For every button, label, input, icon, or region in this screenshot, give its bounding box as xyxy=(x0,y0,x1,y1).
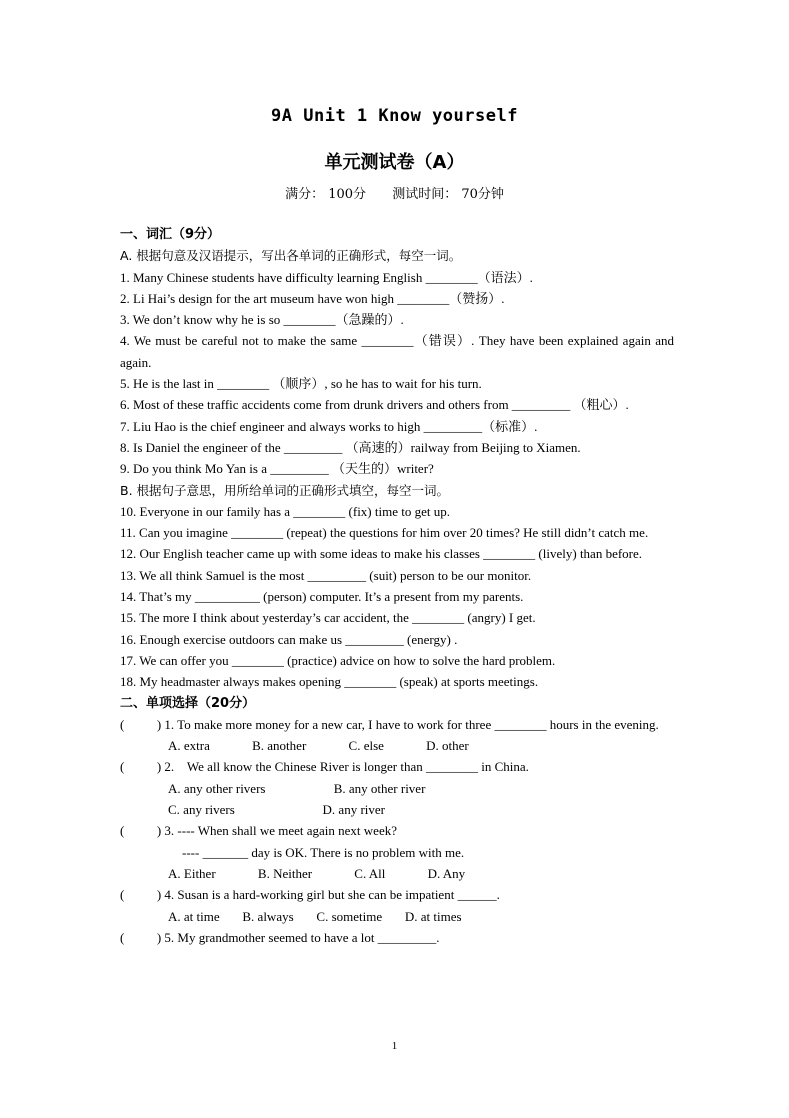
question-item: 10. Everyone in our family has a ________ (fix) time to get up. xyxy=(120,503,450,519)
question-item: 5. He is the last in ________ （顺序）, so he has to wait for his turn. xyxy=(120,376,482,392)
question-item: 4. We must be careful not to make the same ________（错误）. They have been explained again and again. xyxy=(120,333,674,370)
page-title: 9A Unit 1 Know yourself xyxy=(271,106,518,126)
section-heading-vocabulary: 一、词汇（9分） xyxy=(120,227,221,242)
question-item: 18. My headmaster always makes opening ________ (speak) at sports meetings. xyxy=(120,674,539,690)
dialogue-line: ---- _______ day is OK. There is no problem with me. xyxy=(182,844,465,860)
choice-options: C. any rivers D. any river xyxy=(168,802,385,818)
question-item: 7. Liu Hao is the chief engineer and always works to high _________（标准）. xyxy=(120,418,538,434)
question-item: 8. Is Daniel the engineer of the _________ （高速的）railway from Beijing to Xiamen. xyxy=(120,439,581,455)
exam-meta xyxy=(0,183,789,202)
question-item: 1. Many Chinese students have difficulty learning English ________（语法）. xyxy=(120,269,533,285)
page-number: 1 xyxy=(391,1040,398,1052)
choice-options: A. extra B. another C. else D. other xyxy=(168,738,469,754)
choice-question: ( ) 2. We all know the Chinese River is longer than ________ in China. xyxy=(120,759,529,775)
question-item: 16. Enough exercise outdoors can make us _________ (energy) . xyxy=(120,631,458,647)
choice-question: ( ) 3. ---- When shall we meet again next week? xyxy=(120,823,397,839)
question-item: 14. That’s my __________ (person) computer. It’s a present from my parents. xyxy=(120,589,524,605)
question-item: 15. The more I think about yesterday’s car accident, the ________ (angry) I get. xyxy=(120,610,536,626)
question-item: 17. We can offer you ________ (practice) advice on how to solve the hard problem. xyxy=(120,652,556,668)
choice-question: ( ) 1. To make more money for a new car, I have to work for three ________ hours in the evening. xyxy=(120,716,659,732)
full-score: 满分： 100分 xyxy=(285,187,367,202)
question-item: 11. Can you imagine ________ (repeat) the questions for him over 20 times? He still didn’t catch me. xyxy=(120,525,649,541)
question-item: 9. Do you think Mo Yan is a _________ （天生的）writer? xyxy=(120,461,434,477)
question-item: 12. Our English teacher came up with some ideas to make his classes ________ (lively) than before. xyxy=(120,546,643,562)
part-a-instructions: A. 根据句意及汉语提示，写出各单词的正确形式，每空一词。 xyxy=(120,248,462,264)
choice-question: ( ) 4. Susan is a hard-working girl but she can be impatient ______. xyxy=(120,887,500,903)
part-b-instructions: B. 根据句子意思，用所给单词的正确形式填空，每空一词。 xyxy=(120,482,450,498)
question-item: 6. Most of these traffic accidents come from drunk drivers and others from _________ （粗心）. xyxy=(120,397,629,413)
choice-question: ( ) 5. My grandmother seemed to have a lot _________. xyxy=(120,929,440,945)
page-subtitle: 单元测试卷（A） xyxy=(324,152,465,173)
section-heading-multiple-choice: 二、单项选择（20分） xyxy=(120,695,256,711)
choice-options: A. at time B. always C. sometime D. at times xyxy=(168,908,462,924)
exam-time: 测试时间： 70分钟 xyxy=(392,187,504,202)
question-item: 3. We don’t know why he is so ________（急躁的）. xyxy=(120,312,404,328)
choice-options: A. any other rivers B. any other river xyxy=(168,780,426,796)
choice-options: A. Either B. Neither C. All D. Any xyxy=(168,865,466,881)
question-item: 2. Li Hai’s design for the art museum have won high ________（赞扬）. xyxy=(120,290,505,306)
question-item: 13. We all think Samuel is the most _________ (suit) person to be our monitor. xyxy=(120,567,532,583)
exam-content xyxy=(120,224,674,948)
